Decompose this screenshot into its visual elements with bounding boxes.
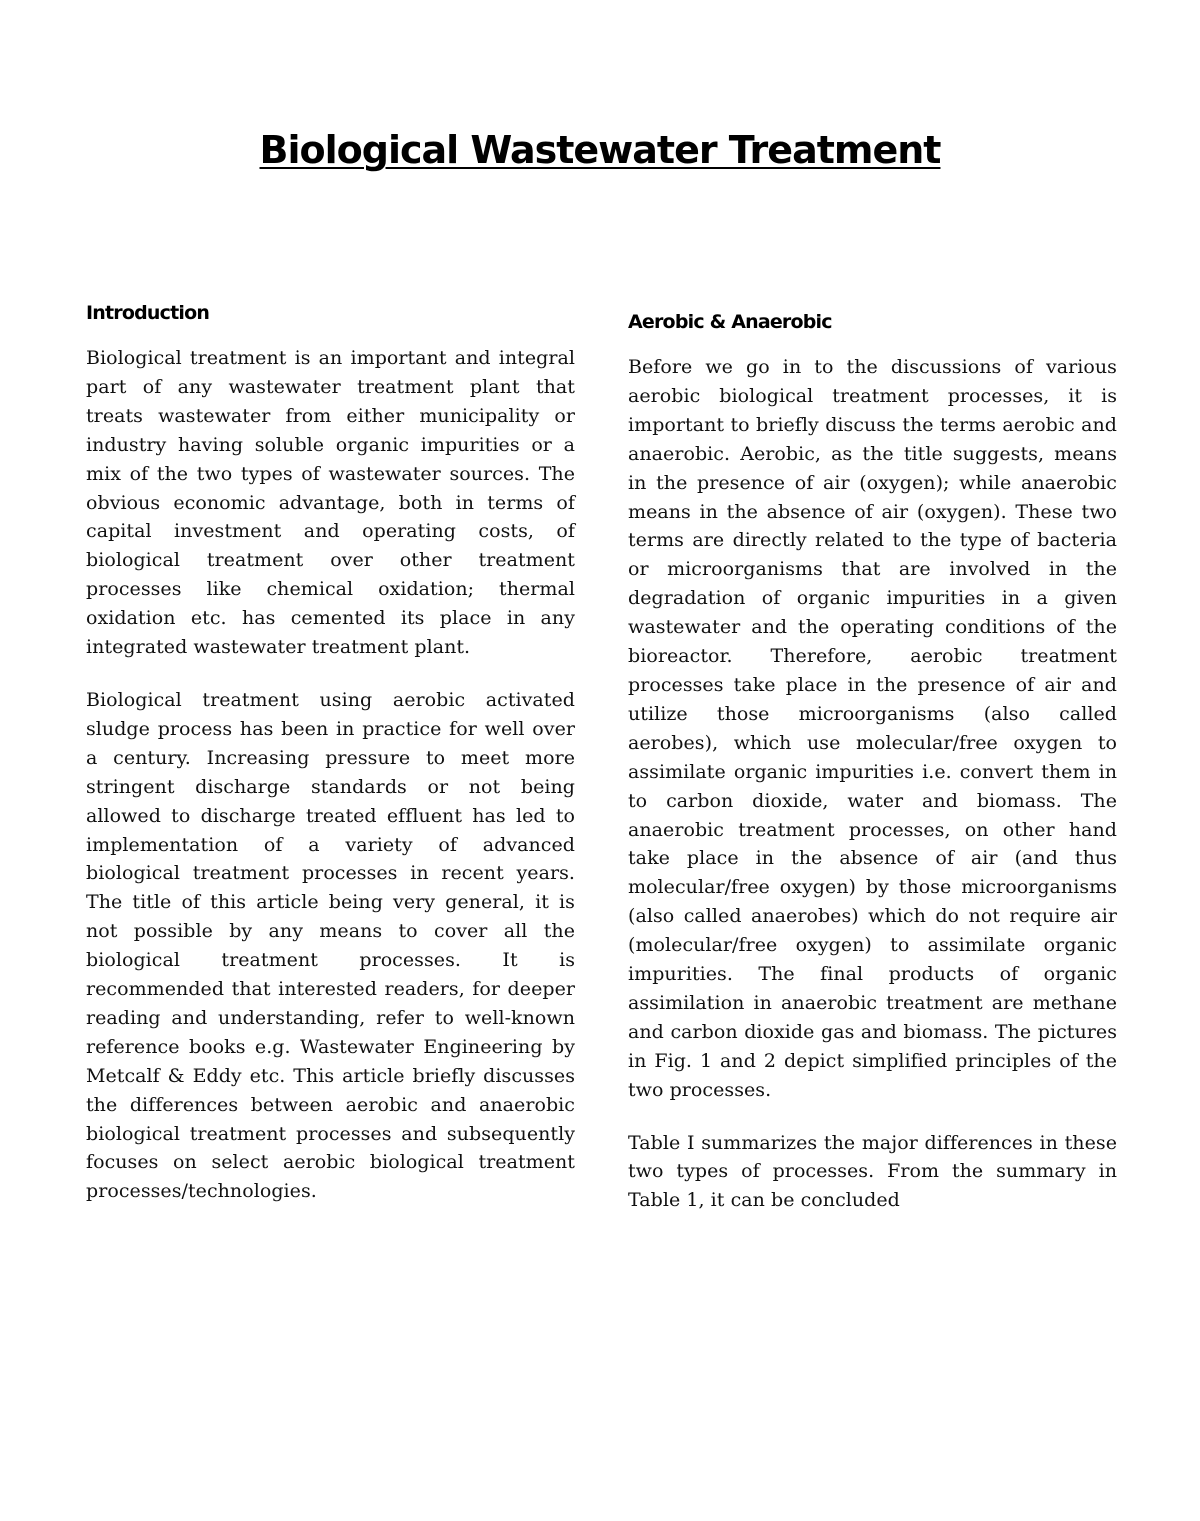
paragraph: Biological treatment is an important and integral part of any wastewater treatment plant that treats wastewater from either municipality or industry having soluble organic impurities or a mix of the two types of wastewater sources. The obvious economic advantage, both in terms of capital investment and operating costs, of biological treatment over other treatment processes like chemical oxidation; thermal oxidation etc. has cemented its place in any integrated wastewater treatment plant. — [86, 347, 575, 659]
section-heading-introduction: Introduction — [86, 302, 210, 324]
paragraph: Biological treatment using aerobic activated sludge process has been in practice for well over a century. Increasing pressure to meet more stringent discharge standards or not being allowed to discharge treated effluent has led to implementation of a variety of advanced biological treatment processes in recent years. The title of this article being very general, it is not possible by any means to cover all the biological treatment processes. It is recommended that interested readers, for deeper reading and understanding, refer to well-known reference books e.g. Wastewater Engineering by Metcalf & Eddy etc. This article briefly discusses the differences between aerobic and anaerobic biological treatment processes and subsequently focuses on select aerobic biological treatment processes/technologies. — [86, 688, 575, 1203]
paragraph: Table I summarizes the major differences in these two types of processes. From the summary in Table 1, it can be concluded — [628, 1131, 1117, 1212]
document-title: Biological Wastewater Treatment — [259, 128, 941, 172]
paragraph: Before we go in to the discussions of various aerobic biological treatment processes, it is important to briefly discuss the terms aerobic and anaerobic. Aerobic, as the title suggests, means in the presence of air (oxygen); while anaerobic means in the absence of air (oxygen). These two terms are directly related to the type of bacteria or microorganisms that are involved in the degradation of organic impurities in a given wastewater and the operating conditions of the bioreactor. Therefore, aerobic treatment processes take place in the presence of air and utilize those microorganisms (also called aerobes), which use molecular/free oxygen to assimilate organic impurities i.e. convert them in to carbon dioxide, water and biomass. The anaerobic treatment processes, on other hand take place in the absence of air (and thus molecular/free oxygen) by those microorganisms (also called anaerobes) which do not require air (molecular/free oxygen) to assimilate organic impurities. The final products of organic assimilation in anaerobic treatment are methane and carbon dioxide gas and biomass. The pictures in Fig. 1 and 2 depict simplified principles of the two processes. — [628, 356, 1117, 1101]
left-column — [86, 298, 575, 1206]
section-heading-aerobic-anaerobic: Aerobic & Anaerobic — [628, 311, 832, 333]
right-column — [628, 307, 1117, 1215]
